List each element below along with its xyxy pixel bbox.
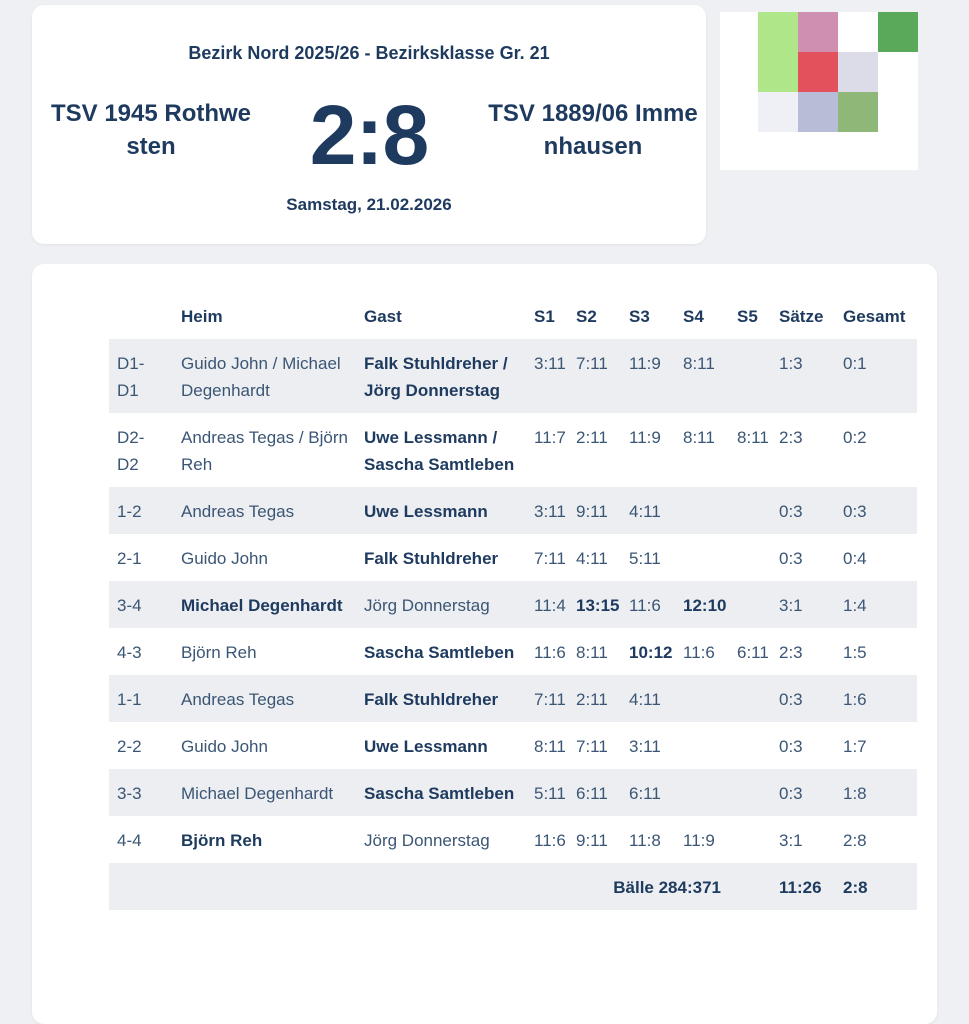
match-score: 2:8 [309, 88, 429, 182]
home-player-cell[interactable]: Björn Reh [181, 831, 263, 850]
column-header-s3: S3 [629, 306, 650, 326]
set4-score: 12:10 [675, 581, 729, 628]
match-results-table [109, 294, 917, 910]
running-total: 0:4 [843, 549, 867, 568]
set5-score [729, 675, 771, 722]
set5-score [729, 581, 771, 628]
home-player-cell[interactable]: Andreas Tegas / Björn Reh [181, 428, 348, 474]
position-cell: 1-1 [109, 675, 173, 722]
away-player-cell[interactable]: Jörg Donnerstag [356, 581, 526, 628]
total-sets: 11:26 [771, 863, 835, 910]
set5-score [729, 487, 771, 534]
set4-score: 11:6 [683, 643, 715, 662]
set1-score: 3:11 [526, 339, 568, 413]
set4-score: 8:11 [683, 428, 715, 447]
column-header-gesamt: Gesamt [843, 306, 906, 326]
set4-score: 8:11 [675, 339, 729, 413]
table-row [109, 581, 917, 628]
position-cell: D1-D1 [109, 339, 173, 413]
column-header-saetze: Sätze [779, 306, 824, 326]
away-player-cell[interactable]: Sascha Samtleben [356, 769, 526, 816]
table-row [109, 722, 917, 769]
set5-score [729, 769, 771, 816]
league-title: Bezirk Nord 2025/26 - Bezirksklasse Gr. 21 [188, 43, 550, 63]
set5-score [729, 339, 771, 413]
set4-score: 11:9 [683, 831, 715, 850]
away-player-cell[interactable]: Uwe Lessmann / Sascha Samtleben [364, 428, 515, 474]
set2-score: 6:11 [568, 769, 621, 816]
column-header-s5: S5 [737, 306, 758, 326]
set4-score [675, 534, 729, 581]
set4-score [675, 769, 729, 816]
running-total: 2:8 [843, 831, 867, 850]
away-player-cell[interactable]: Sascha Samtleben [364, 643, 515, 662]
home-player-cell[interactable]: Michael Degenhardt [173, 769, 356, 816]
logo-tile [878, 12, 918, 52]
running-total: 1:4 [835, 581, 917, 628]
position-cell: 3-4 [109, 581, 173, 628]
home-player-cell[interactable]: Guido John / Michael Degenhardt [173, 339, 356, 413]
table-header-row [109, 294, 917, 339]
logo-tile [838, 92, 878, 132]
set1-score: 11:4 [526, 581, 568, 628]
set4-score [675, 487, 729, 534]
set4-score [675, 675, 729, 722]
logo-tile [758, 52, 798, 92]
position-cell: D2-D2 [117, 428, 145, 474]
logo-tile [798, 12, 838, 52]
sets-result: 0:3 [771, 769, 835, 816]
set5-score [729, 722, 771, 769]
running-total: 0:1 [835, 339, 917, 413]
column-header-position [109, 294, 173, 339]
set2-score: 2:11 [576, 428, 608, 447]
final-total: 2:8 [835, 863, 917, 910]
sets-result: 0:3 [779, 737, 803, 756]
position-cell: 1-2 [109, 487, 173, 534]
logo-tile [798, 92, 838, 132]
set3-score: 5:11 [629, 549, 661, 568]
total-balls: Bälle 284:371 [109, 863, 729, 910]
away-player-cell[interactable]: Falk Stuhldreher / Jörg Donnerstag [356, 339, 526, 413]
sets-result: 3:1 [779, 831, 803, 850]
position-cell: 4-3 [117, 643, 142, 662]
position-cell: 2-1 [117, 549, 142, 568]
table-row [109, 413, 917, 487]
sets-result: 0:3 [771, 675, 835, 722]
table-row [109, 675, 917, 722]
set5-score: 6:11 [737, 643, 769, 662]
running-total: 0:3 [835, 487, 917, 534]
match-details-card [32, 264, 937, 1024]
sets-result: 3:1 [771, 581, 835, 628]
home-player-cell[interactable]: Guido John [181, 737, 268, 756]
set2-score: 9:11 [568, 487, 621, 534]
set2-score: 7:11 [568, 339, 621, 413]
set2-score: 9:11 [576, 831, 608, 850]
position-cell: 2-2 [117, 737, 142, 756]
set3-score: 11:8 [629, 831, 661, 850]
away-player-cell[interactable]: Uwe Lessmann [364, 737, 488, 756]
logo-tile [798, 52, 838, 92]
set1-score: 3:11 [526, 487, 568, 534]
club-logo-image [720, 12, 918, 170]
set1-score: 11:7 [534, 428, 566, 447]
home-player-cell[interactable]: Guido John [181, 549, 268, 568]
logo-tile [758, 12, 798, 52]
column-header-s4: S4 [683, 306, 704, 326]
sets-result: 1:3 [771, 339, 835, 413]
set5-score [729, 534, 771, 581]
away-team-name[interactable]: TSV 1889/06 Immenhausen [488, 100, 698, 160]
running-total: 0:2 [843, 428, 867, 447]
table-row [109, 534, 917, 581]
set3-score: 10:12 [629, 643, 673, 662]
away-player-cell[interactable]: Falk Stuhldreher [356, 675, 526, 722]
match-header-card [32, 5, 706, 244]
home-player-cell[interactable]: Andreas Tegas [173, 487, 356, 534]
set1-score: 11:6 [534, 831, 566, 850]
position-cell: 3-3 [109, 769, 173, 816]
set3-score: 11:6 [621, 581, 675, 628]
away-player-cell[interactable]: Falk Stuhldreher [364, 549, 499, 568]
set2-score: 8:11 [576, 643, 608, 662]
set2-score: 7:11 [576, 737, 608, 756]
column-header-gast: Gast [364, 306, 402, 326]
logo-tile [838, 52, 878, 92]
column-header-heim: Heim [181, 306, 223, 326]
logo-tile [758, 92, 798, 132]
sets-result: 2:3 [779, 428, 803, 447]
set3-score: 3:11 [629, 737, 661, 756]
home-player-cell[interactable]: Andreas Tegas [173, 675, 356, 722]
table-row [109, 769, 917, 816]
set1-score: 7:11 [534, 549, 566, 568]
home-player-cell[interactable]: Björn Reh [181, 643, 257, 662]
match-date: Samstag, 21.02.2026 [286, 195, 452, 214]
set5-score: 8:11 [737, 428, 769, 447]
footer-spacer [729, 863, 771, 910]
set2-score: 2:11 [568, 675, 621, 722]
set3-score: 11:9 [629, 428, 661, 447]
set1-score: 5:11 [526, 769, 568, 816]
home-player-cell[interactable]: Michael Degenhardt [173, 581, 356, 628]
set3-score: 4:11 [621, 675, 675, 722]
set3-score: 11:9 [621, 339, 675, 413]
table-footer-row [109, 863, 917, 910]
set2-score: 13:15 [568, 581, 621, 628]
away-player-cell[interactable]: Uwe Lessmann [356, 487, 526, 534]
home-team-name[interactable]: TSV 1945 Rothwesten [50, 100, 252, 160]
set4-score [675, 722, 729, 769]
set3-score: 6:11 [621, 769, 675, 816]
away-player-cell[interactable]: Jörg Donnerstag [364, 831, 490, 850]
sets-result: 0:3 [771, 487, 835, 534]
table-row [109, 816, 917, 863]
set1-score: 7:11 [526, 675, 568, 722]
running-total: 1:8 [835, 769, 917, 816]
sets-result: 0:3 [779, 549, 803, 568]
table-row [109, 339, 917, 413]
running-total: 1:6 [835, 675, 917, 722]
running-total: 1:7 [843, 737, 867, 756]
sets-result: 2:3 [779, 643, 803, 662]
set1-score: 11:6 [534, 643, 566, 662]
column-header-s2: S2 [576, 306, 597, 326]
position-cell: 4-4 [117, 831, 142, 850]
running-total: 1:5 [843, 643, 867, 662]
set2-score: 4:11 [576, 549, 608, 568]
set1-score: 8:11 [534, 737, 566, 756]
column-header-s1: S1 [534, 306, 555, 326]
set3-score: 4:11 [621, 487, 675, 534]
table-row [109, 628, 917, 675]
table-row [109, 487, 917, 534]
set5-score [729, 816, 771, 863]
